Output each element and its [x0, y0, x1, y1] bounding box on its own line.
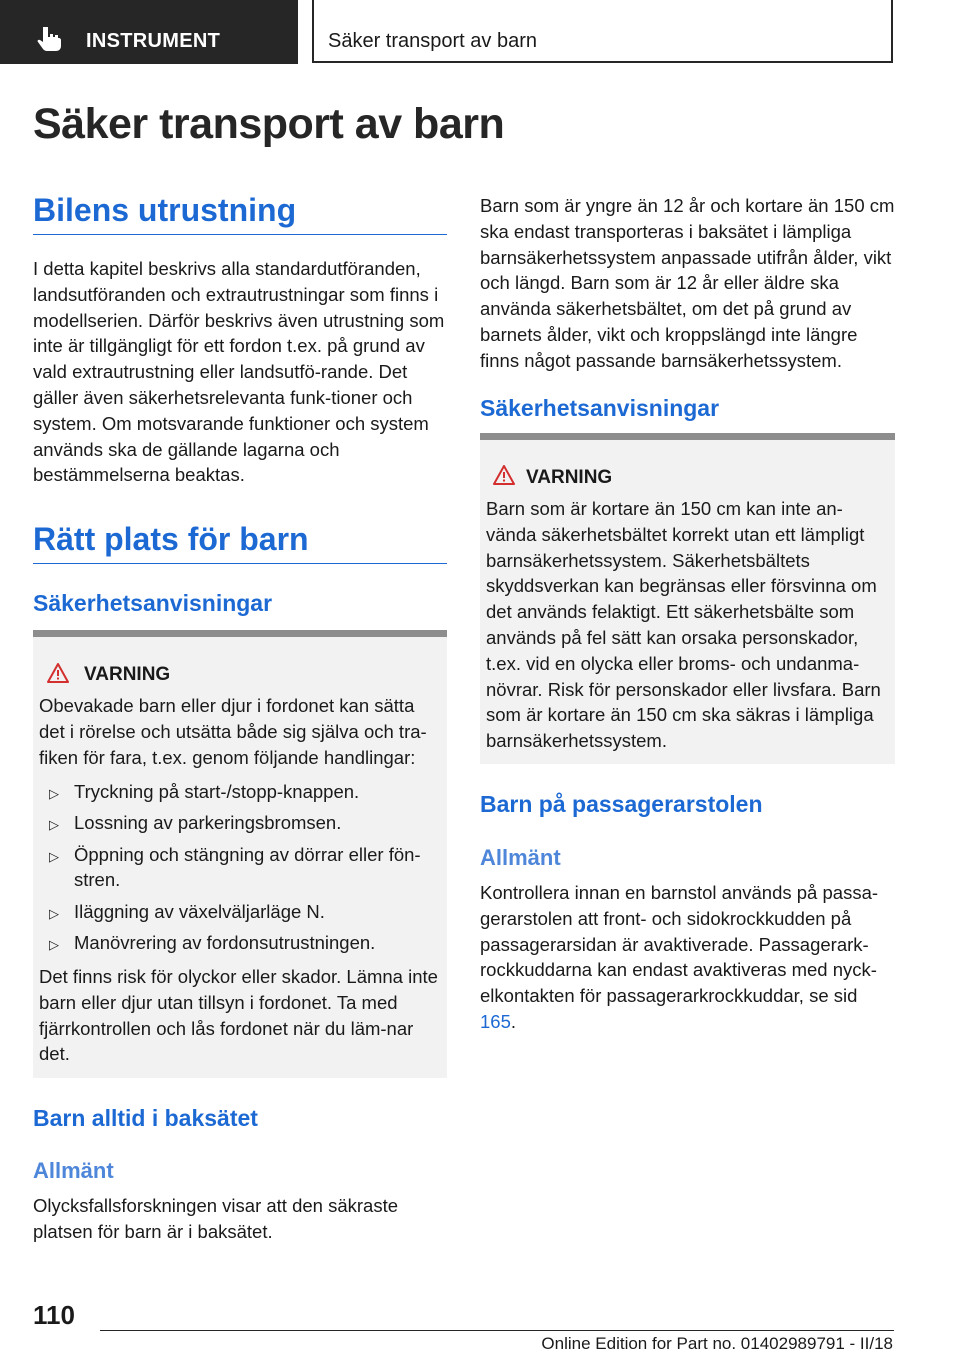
warning-label: VARNING [84, 664, 171, 685]
backseat-text: Olycksfallsforskningen visar att den säkraste platsen för barn är i baksätet. [33, 1195, 399, 1242]
section-rule [33, 234, 447, 235]
page-number: 110 [33, 1300, 75, 1330]
section-title-equipment: Bilens utrustning [33, 192, 297, 228]
section-rule [33, 563, 447, 564]
passenger-seat-title: Barn på passagerarstolen [480, 791, 763, 817]
warning-triangle-icon [493, 465, 515, 485]
edition-text: Online Edition for Part no. 01402989791 - II/18 [541, 1334, 893, 1353]
warning-outro: Det finns risk för olyckor eller skador. Lämna inte barn eller djur utan tillsyn i fordonet. Ta med fjärrkontrollen och lås fordonet när du läm‐nar det. [39, 966, 438, 1065]
warning-list [39, 779, 443, 961]
section-label: INSTRUMENT [86, 30, 221, 52]
warning-intro: Obevakade barn eller djur i fordonet kan sätta det i rörelse och utsätta både sig själva och tra‐fiken för fara, t.ex. genom följande handlingar: [39, 695, 427, 768]
triangle-bullet-icon: ▷ [49, 936, 59, 952]
section-title-right-place: Rätt plats för barn [33, 521, 309, 557]
backseat-title: Barn alltid i baksätet [33, 1105, 258, 1131]
general-subtitle: Allmänt [33, 1158, 114, 1183]
passenger-seat-text: Kontrollera innan en barnstol används på passa‐gerarstolen att front- och sidokrockkudden på passagerarsidan är avaktiverade. Passagerark‐rockkuddarna kan endast avaktiveras med nyck‐elkontakten för passagerarkrockkuddar, se sid 165. [480, 882, 879, 1032]
chapter-header [312, 0, 893, 63]
triangle-bullet-icon: ▷ [49, 905, 59, 921]
list-item: ▷ Lossning av parkeringsbromsen. [39, 810, 443, 836]
list-item: ▷ Manövrering av fordonsutrustningen. [39, 930, 443, 956]
safety-subtitle: Säkerhetsanvisningar [33, 590, 273, 616]
general-subtitle: Allmänt [480, 845, 561, 870]
chapter-title: Säker transport av barn [328, 30, 537, 52]
section-tab[interactable] [0, 0, 298, 64]
warning-box [33, 630, 447, 1078]
warning-text: Barn som är kortare än 150 cm kan inte an‐vända säkerhetsbältet korrekt utan ett lämpligt barnsäkerhetssystem. Säkerhetsbältets skyddsverkan kan begränsas eller försvinna om det används felaktigt. Ett säkerhetsbälte som används på fel sätt kan orsaka personskador, t.ex. vid en olycka eller broms- och undanma‐növrar. Risk för personskador eller livsfara. Barn som är kortare än 150 cm ska säkras i lämpliga barnsäkerhetssystem. [486, 498, 881, 752]
list-item: ▷ Öppning och stängning av dörrar eller fön‐stren. [49, 843, 421, 891]
warning-triangle-icon [47, 663, 69, 683]
list-item: ▷ Iläggning av växelväljarläge N. [39, 899, 443, 925]
warning-label: VARNING [526, 467, 613, 488]
page-reference-link[interactable]: 165 [480, 1010, 511, 1032]
warning-box [480, 433, 895, 764]
list-item: ▷ Tryckning på start-/stopp-knappen. [39, 779, 443, 805]
footer-rule [100, 1330, 894, 1331]
pointing-hand-icon [36, 24, 64, 52]
triangle-bullet-icon: ▷ [49, 786, 59, 801]
equipment-text: I detta kapitel beskrivs alla standardutföranden, landsutföranden och extrautrustningar som finns i modellserien. Därför beskrivs även utrustning som inte är tillgängligt för ett fordon t.ex. på grund av vald extrautrustning eller landsutfö‐rande. Det gäller även säkerhetsrelevanta funk‐tioner och system. Om motsvarande funktioner och system används ska de gällande lagarna och bestämmelserna beaktas. [33, 258, 445, 486]
age-intro-text: Barn som är yngre än 12 år och kortare än 150 cm ska endast transporteras i baksätet i lämpliga barnsäkerhetssystem anpassade utifrån ålder, vikt och längd. Barn som är 12 år eller äldre ska använda säkerhetsbältet, om det på grund av barnets ålder, vikt och kroppslängd inte längre finns något passande barnsäkerhetssystem. [480, 195, 895, 371]
triangle-bullet-icon: ▷ [49, 817, 59, 833]
page-title: Säker transport av barn [33, 100, 505, 148]
safety-subtitle-right: Säkerhetsanvisningar [480, 395, 720, 421]
triangle-bullet-icon: ▷ [49, 848, 59, 864]
